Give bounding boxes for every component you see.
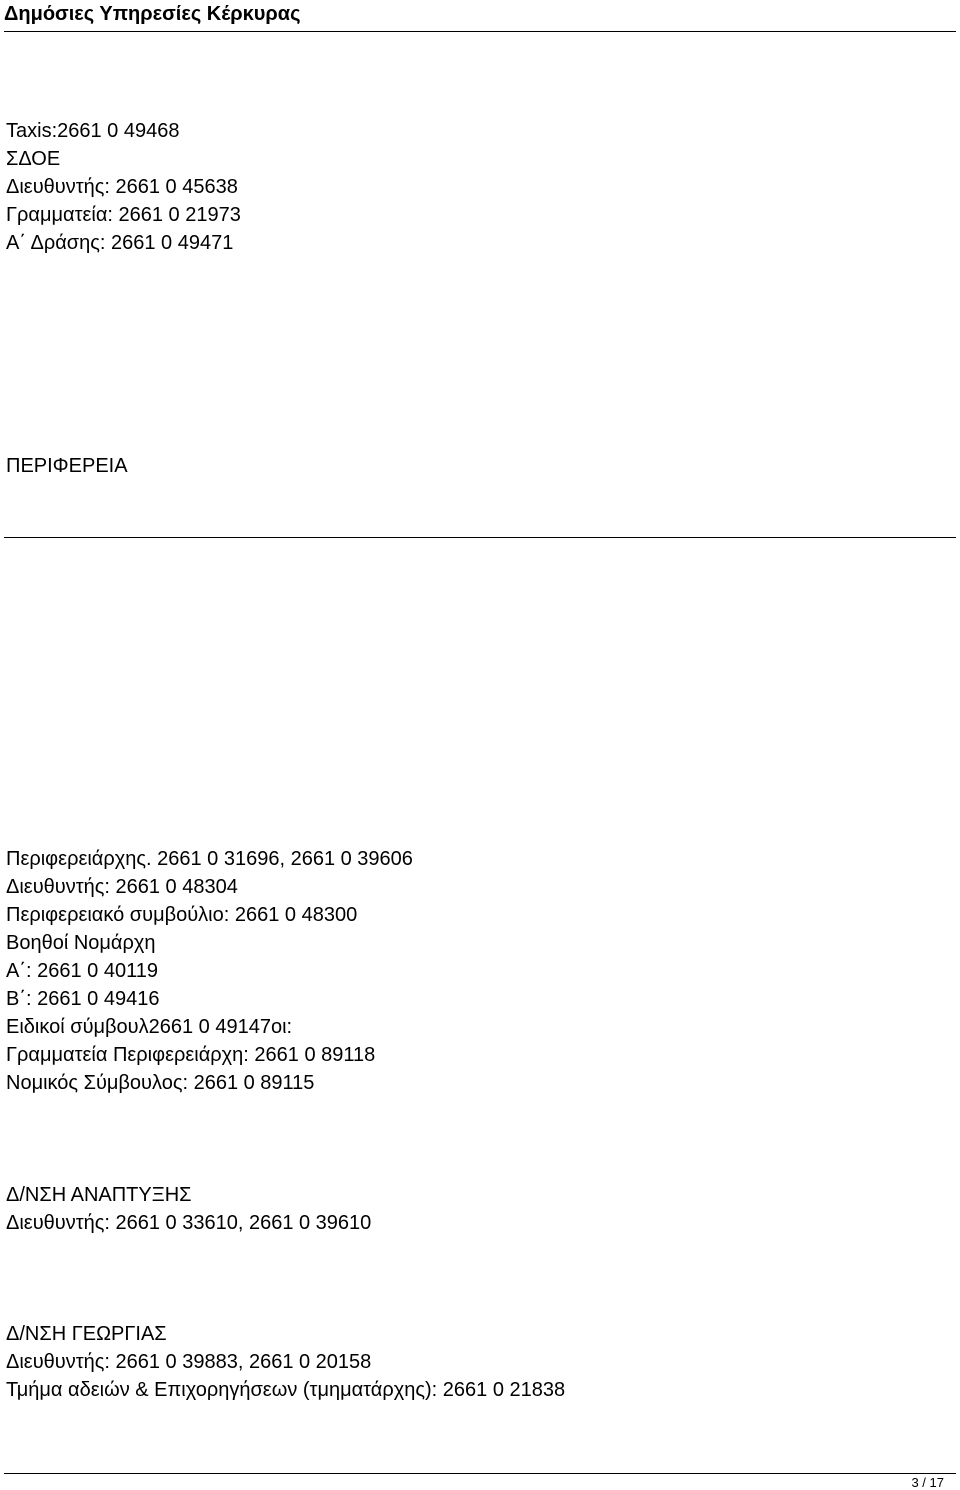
text-line: Διευθυντής: 2661 0 39883, 2661 0 20158 [6, 1351, 372, 1373]
text-line: Ειδικοί σύμβουλ2661 0 49147οι: [6, 1016, 293, 1038]
development-directorate-block [6, 1181, 371, 1237]
text-line: Περιφερειάρχης. 2661 0 31696, 2661 0 39606 [6, 848, 413, 870]
text-line: Taxis:2661 0 49468 [6, 120, 180, 142]
text-line: Γραμματεία: 2661 0 21973 [6, 204, 241, 226]
text-line: Δ/ΝΣΗ ΑΝΑΠΤΥΞΗΣ [6, 1184, 192, 1206]
text-line: Β΄: 2661 0 49416 [6, 988, 160, 1010]
text-line: Γραμματεία Περιφερειάρχη: 2661 0 89118 [6, 1044, 376, 1066]
text-line: Α΄: 2661 0 40119 [6, 960, 158, 982]
footer-divider [4, 1473, 956, 1474]
text-line: Δ/ΝΣΗ ΓΕΩΡΓΙΑΣ [6, 1323, 167, 1345]
agriculture-directorate-block [6, 1320, 565, 1404]
document-title: Δημόσιες Υπηρεσίες Κέρκυρας [4, 3, 301, 25]
text-line: Α΄ Δράσης: 2661 0 49471 [6, 232, 234, 254]
text-line: Διευθυντής: 2661 0 48304 [6, 876, 238, 898]
text-line: Βοηθοί Νομάρχη [6, 932, 156, 954]
text-line: Τμήμα αδειών & Επιχορηγήσεων (τμηματάρχης): 2661 0 21838 [6, 1379, 566, 1401]
text-line: Διευθυντής: 2661 0 33610, 2661 0 39610 [6, 1212, 372, 1234]
section-divider [4, 537, 956, 538]
text-line: ΣΔΟΕ [6, 148, 61, 170]
text-line: Διευθυντής: 2661 0 45638 [6, 176, 238, 198]
periferia-contacts-block [6, 845, 413, 1097]
header-divider [4, 31, 956, 32]
section-heading-periferia: ΠΕΡΙΦΕΡΕΙΑ [6, 455, 128, 477]
text-line: Περιφερειακό συμβούλιο: 2661 0 48300 [6, 904, 358, 926]
page-number: 3 / 17 [911, 1475, 944, 1490]
tax-office-block [6, 117, 241, 257]
text-line: Νομικός Σύμβουλος: 2661 0 89115 [6, 1072, 315, 1094]
